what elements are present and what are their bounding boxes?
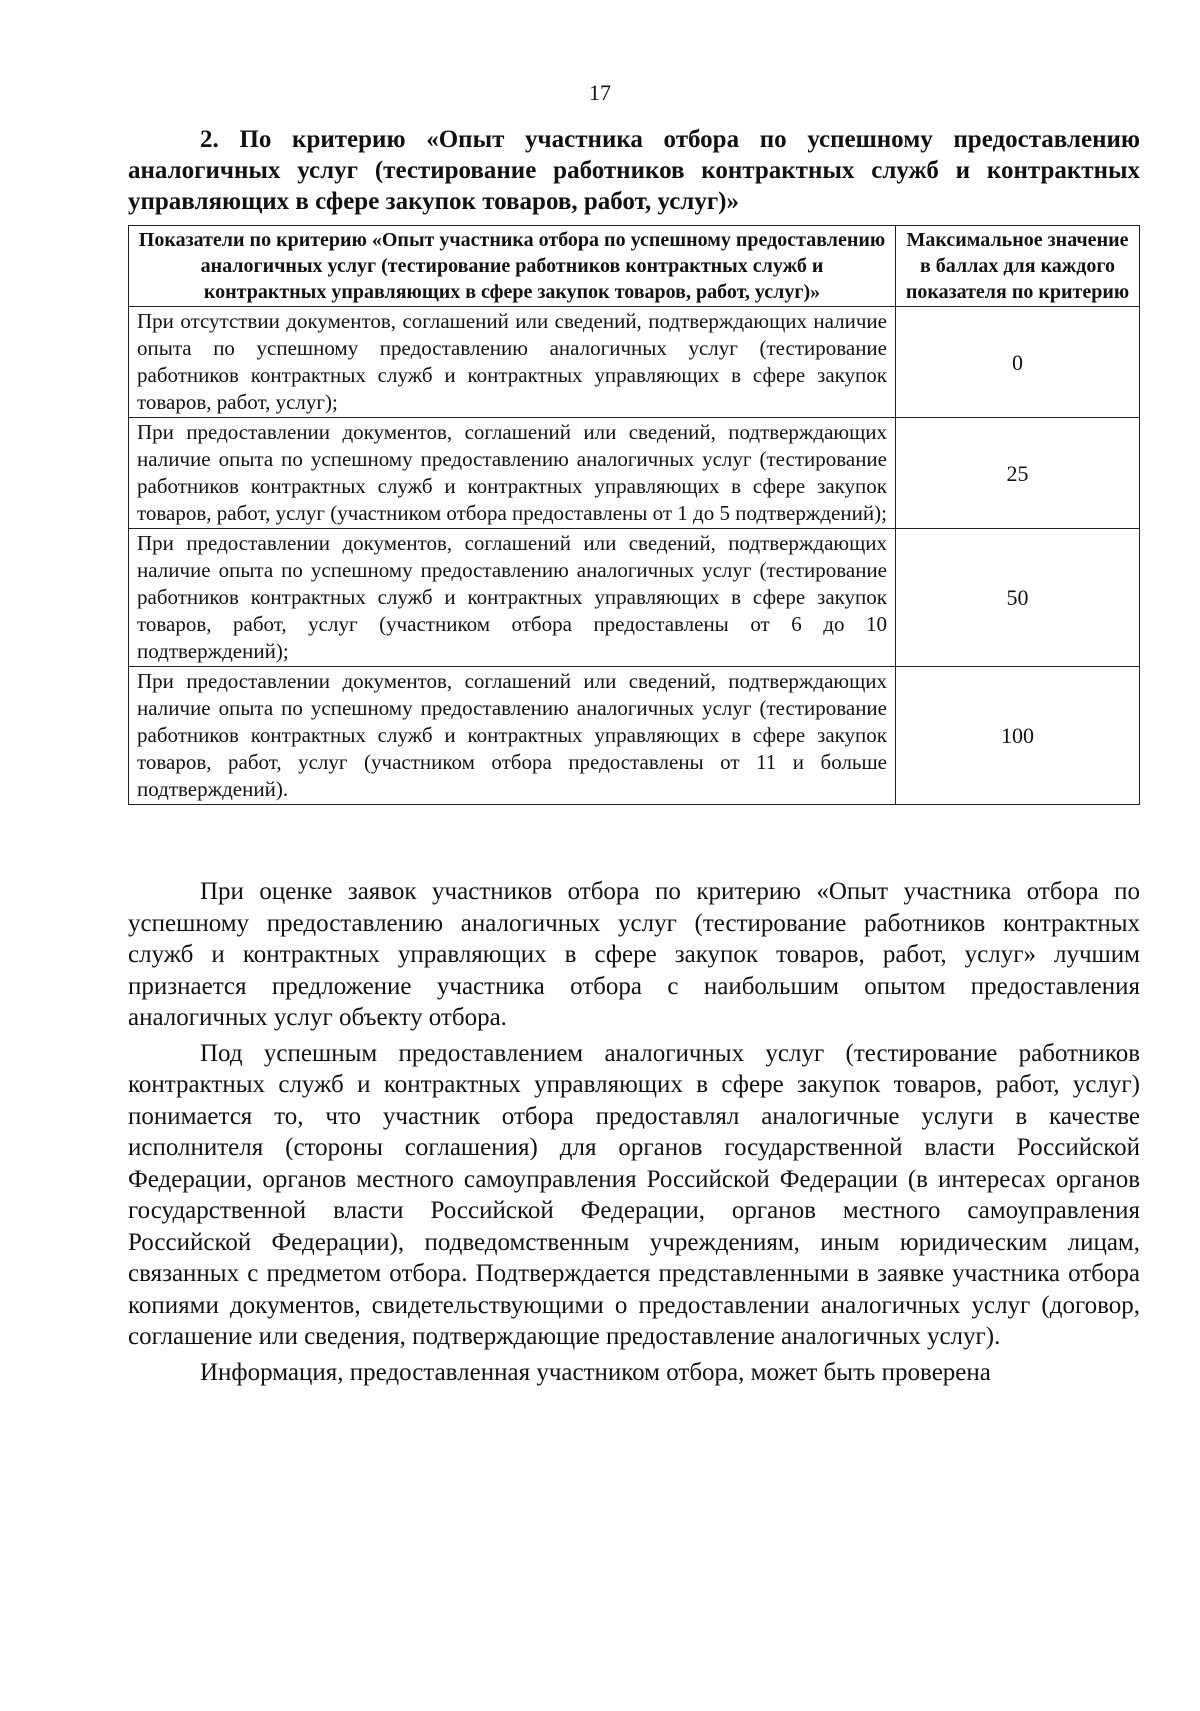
table-row (129, 667, 1140, 805)
row-score: 50 (896, 529, 1140, 667)
table-row (129, 418, 1140, 529)
table-row (129, 529, 1140, 667)
section-heading-text: По критерию «Опыт участника отбора по успешному предоставлению аналогичных услуг (тестирование работников контрактных служб и контрактных управляющих в сфере закупок товаров, работ, услуг)» (128, 126, 1141, 215)
section-number: 2. (200, 126, 219, 153)
criteria-table (128, 225, 1140, 805)
paragraph-definition: Под успешным предоставлением аналогичных услуг (тестирование работников контрактных служб и контрактных управляющих в сфере закупок товаров, работ, услуг) понимается то, что участник отбора предоставлял аналогичные услуги в качестве исполнителя (стороны соглашения) для органов государственной власти Российской Федерации, органов местного самоуправления Российской Федерации (в интересах органов государственной власти Российской Федерации, органов местного самоуправления Российской Федерации), подведомственным учреждениям, иным юридическим лицам, связанных с предметом отбора. Подтверждается представленными в заявке участника отбора копиями документов, свидетельствующими о предоставлении аналогичных услуг (договор, соглашение или сведения, подтверждающие предоставление аналогичных услуг). (128, 1039, 1140, 1350)
max-score-column-header: Максимальное значение в баллах для каждого показателя по критерию (896, 226, 1140, 307)
body-text (128, 876, 1140, 1392)
row-score: 25 (896, 418, 1140, 529)
row-score: 100 (896, 667, 1140, 805)
indicators-column-header: Показатели по критерию «Опыт участника отбора по успешному предоставлению аналогичных услуг (тестирование работников контрактных служб и контрактных управляющих в сфере закупок товаров, работ, услуг)» (129, 226, 896, 307)
table-row (129, 307, 1140, 418)
section-heading (128, 124, 1140, 217)
paragraph-evaluation: При оценке заявок участников отбора по критерию «Опыт участника отбора по успешному предоставлению аналогичных услуг (тестирование работников контрактных служб и контрактных управляющих в сфере закупок товаров, работ, услуг» лучшим признается предложение участника отбора с наибольшим опытом предоставления аналогичных услуг объекту отбора. (128, 878, 1140, 1031)
row-description: При предоставлении документов, соглашений или сведений, подтверждающих наличие опыта по успешному предоставлению аналогичных услуг (тестирование работников контрактных служб и контрактных управляющих в сфере закупок товаров, работ, услуг (участником отбора предоставлены от 11 и больше подтверждений). (129, 667, 896, 805)
page-number: 17 (589, 80, 611, 105)
paragraph-verification: Информация, предоставленная участником отбора, может быть проверена (200, 1358, 991, 1386)
table-header-row (129, 226, 1140, 307)
row-description: При предоставлении документов, соглашений или сведений, подтверждающих наличие опыта по успешному предоставлению аналогичных услуг (тестирование работников контрактных служб и контрактных управляющих в сфере закупок товаров, работ, услуг (участником отбора предоставлены от 1 до 5 подтверждений); (129, 418, 896, 529)
row-score: 0 (896, 307, 1140, 418)
row-description: При предоставлении документов, соглашений или сведений, подтверждающих наличие опыта по успешному предоставлению аналогичных услуг (тестирование работников контрактных служб и контрактных управляющих в сфере закупок товаров, работ, услуг (участником отбора предоставлены от 6 до 10 подтверждений); (129, 529, 896, 667)
row-description: При отсутствии документов, соглашений или сведений, подтверждающих наличие опыта по успешному предоставлению аналогичных услуг (тестирование работников контрактных служб и контрактных управляющих в сфере закупок товаров, работ, услуг); (129, 307, 896, 418)
